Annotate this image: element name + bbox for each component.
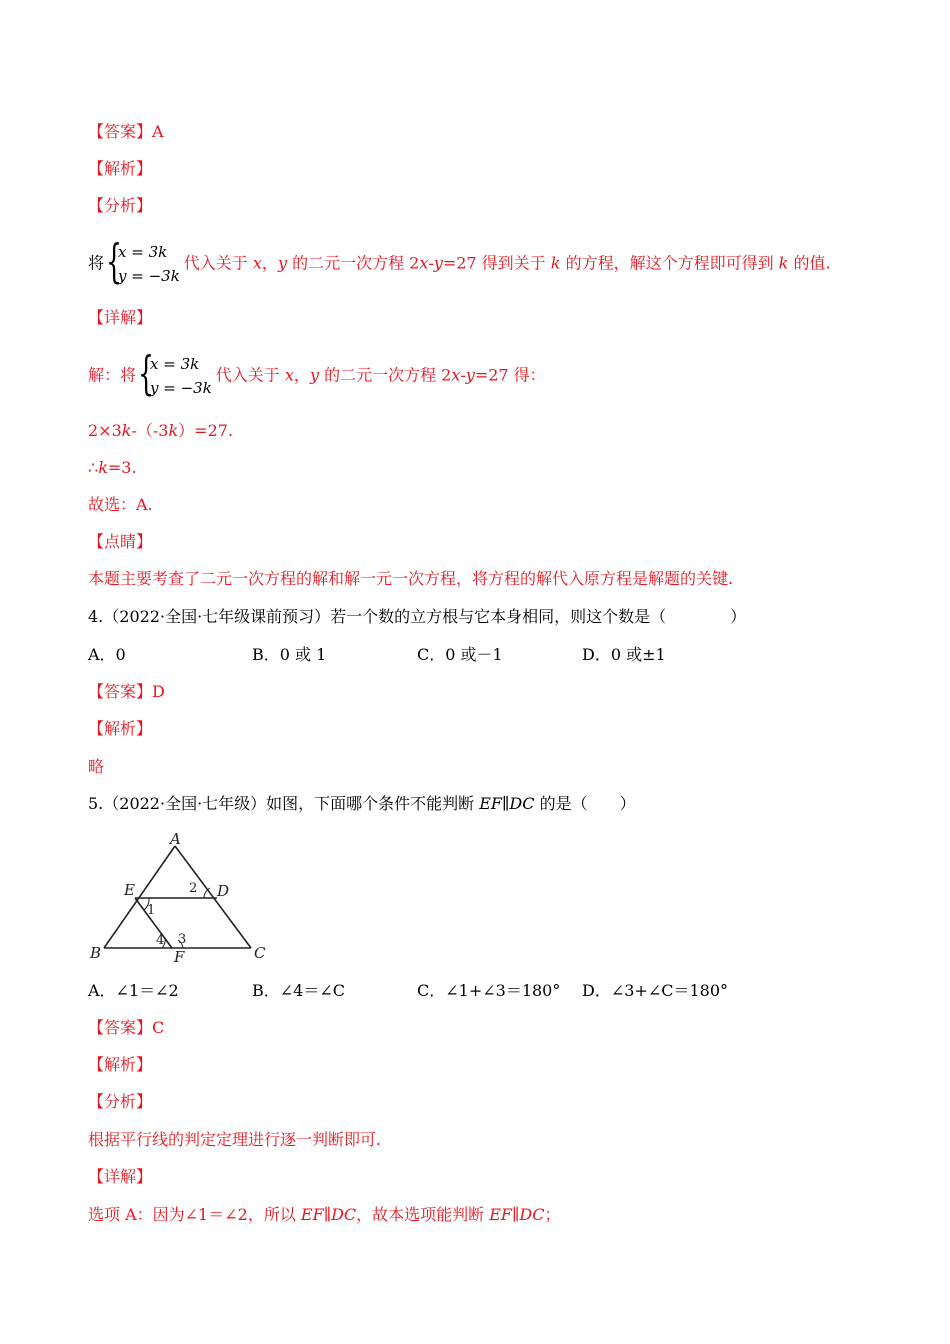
detail-tag-q5: 【详解】 [88, 1167, 153, 1186]
label-f: F [174, 948, 185, 966]
question-4-stem: 4.（2022·全国·七年级课前预习）若一个数的立方根与它本身相同，则这个数是（ ） [88, 607, 747, 626]
q4-option-c: C．0 或－1 [417, 645, 503, 664]
calc-line-2: ∴k=3. [88, 458, 137, 477]
equation-system: { x = 3k y = −3k [106, 234, 180, 288]
fenxi-text-q5: 根据平行线的判定定理进行逐一判断即可. [88, 1130, 382, 1149]
eq-line-2: y = −3k [118, 267, 180, 285]
side-ac [175, 846, 251, 948]
q5-option-a: A．∠1＝∠2 [88, 981, 179, 1000]
analysis-tag-q3: 【解析】 [88, 159, 153, 178]
analysis-tag-q5: 【解析】 [88, 1055, 153, 1074]
answer-tag-q3: 【答案】A [88, 122, 164, 141]
fenxi-tag-q3: 【分析】 [88, 196, 153, 215]
review-text-q3: 本题主要考查了二元一次方程的解和解一元一次方程，将方程的解代入原方程是解题的关键. [88, 569, 734, 588]
q4-option-b: B．0 或 1 [252, 645, 327, 664]
q4-option-a: A．0 [88, 645, 126, 664]
label-angle-2: 2 [189, 881, 198, 896]
equation-system-2: { x = 3k y = −3k [138, 346, 212, 400]
label-a: A [170, 832, 181, 848]
answer-tag-q4: 【答案】D [88, 682, 165, 701]
label-c: C [254, 944, 266, 962]
fenxi-prefix: 将 [88, 253, 105, 273]
analysis-tag-q4: 【解析】 [88, 719, 153, 738]
review-tag-q3: 【点睛】 [88, 532, 153, 551]
triangle-figure [88, 832, 278, 966]
fenxi-text-q3: 将 { x = 3k y = −3k 代入关于 x，y 的二元一次方程 2x-y=27 得到关于 k 的方程，解这个方程即可得到 k 的值. [88, 234, 831, 288]
eq-line-1b: x = 3k [150, 355, 200, 373]
detail-text-q5: 选项 A：因为∠1＝∠2，所以 EF∥DC，故本选项能判断 EF∥DC； [88, 1205, 561, 1224]
calc-line-1: 2×3k-（-3k）=27. [88, 421, 234, 440]
fenxi-tag-q5: 【分析】 [88, 1092, 153, 1111]
label-angle-4: 4 [156, 933, 165, 948]
label-b: B [90, 944, 102, 962]
label-e: E [124, 881, 135, 899]
eq-line-1: x = 3k [118, 243, 168, 261]
question-5-stem: 5.（2022·全国·七年级）如图，下面哪个条件不能判断 EF∥DC 的是（ ） [88, 794, 636, 813]
solution-line-q3: 解：将 { x = 3k y = −3k 代入关于 x，y 的二元一次方程 2x-y=27 得： [88, 346, 546, 400]
q5-option-d: D．∠3+∠C＝180° [582, 981, 729, 1000]
label-angle-3: 3 [178, 932, 187, 947]
q5-option-b: B．∠4＝∠C [252, 981, 345, 1000]
eq-line-2b: y = −3k [150, 379, 212, 397]
answer-tag-q5: 【答案】C [88, 1018, 165, 1037]
label-angle-1: 1 [147, 903, 156, 918]
q5-option-c: C．∠1+∠3＝180° [417, 981, 561, 1000]
side-ab [104, 846, 175, 948]
choice-line-q3: 故选：A. [88, 495, 153, 514]
analysis-text-q4: 略 [88, 757, 105, 776]
label-d: D [217, 882, 230, 900]
q4-option-d: D．0 或±1 [582, 645, 666, 664]
detail-tag-q3: 【详解】 [88, 308, 153, 327]
